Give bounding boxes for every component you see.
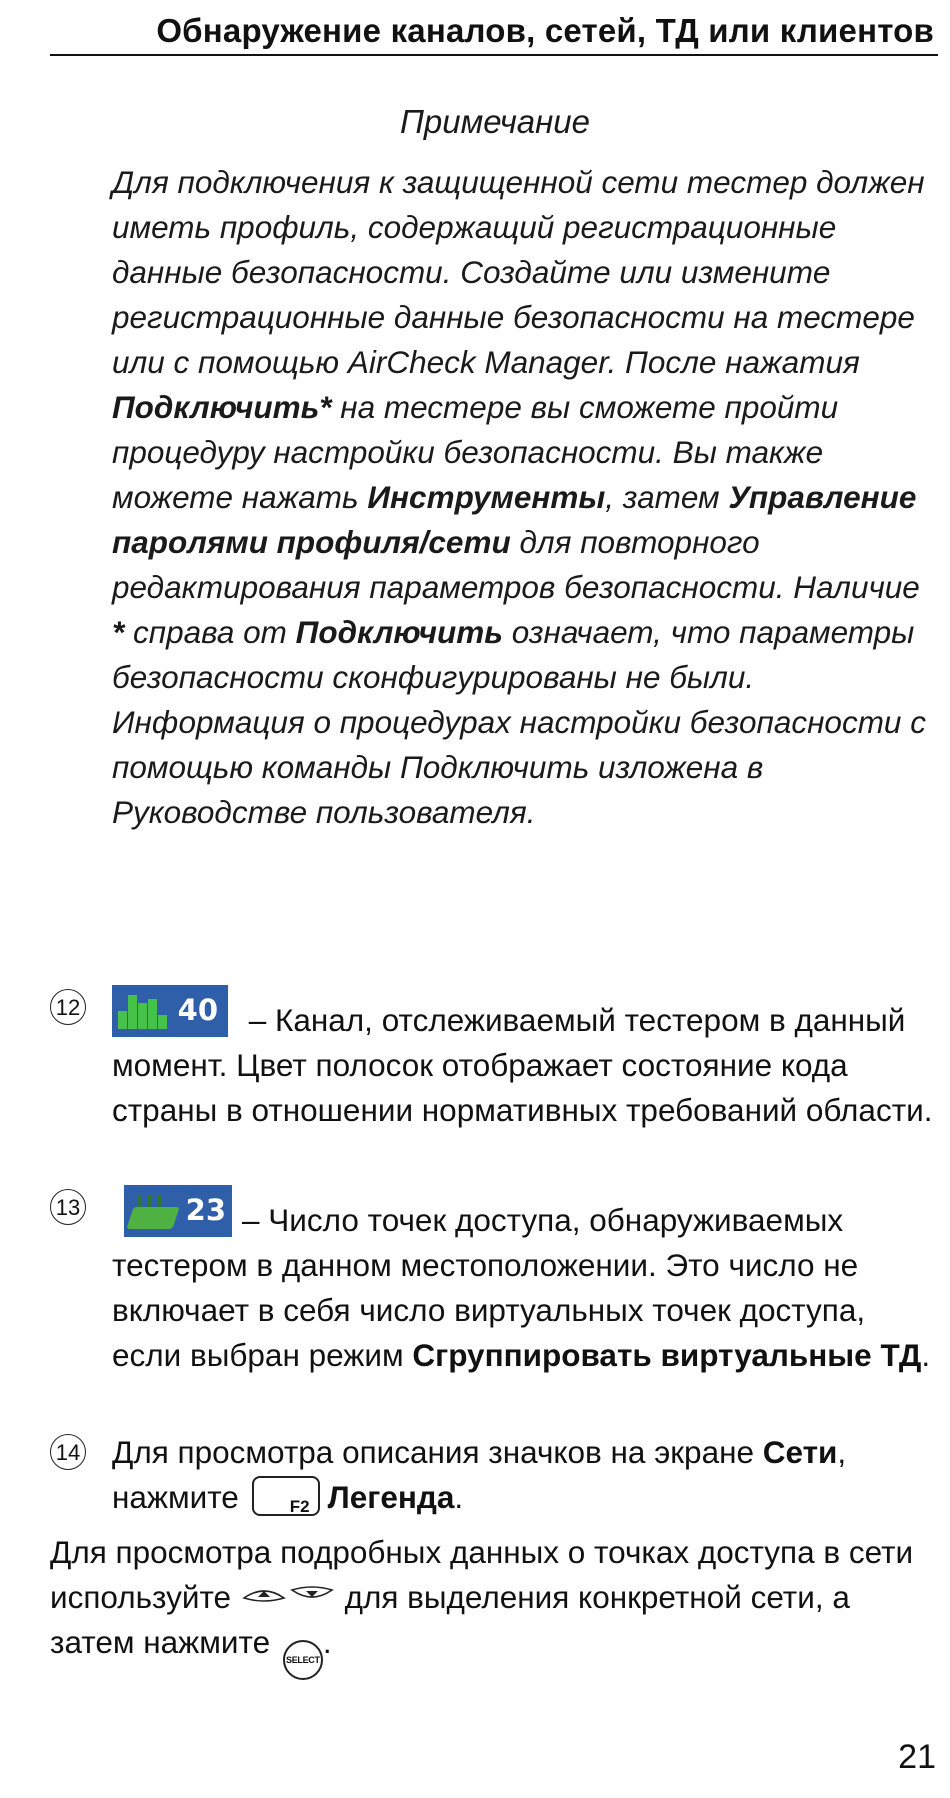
access-point-count: 23 <box>185 1193 226 1227</box>
channel-bars-icon <box>112 985 228 1037</box>
item-number-badge: 12 <box>50 989 86 1025</box>
antenna <box>148 1195 151 1207</box>
note-text: на тестере вы сможете пройти процедуру настройки безопасности. Вы также можете нажать <box>112 389 839 515</box>
note-bold-asterisk: * <box>112 614 125 650</box>
note-bold-connect: Подключить <box>295 614 503 650</box>
item-number-badge: 13 <box>50 1189 86 1225</box>
item-description: . <box>921 1337 931 1373</box>
note-bold-password-management: Управление паролями профиля/сети <box>112 479 917 560</box>
antenna <box>158 1195 161 1207</box>
item-text <box>112 985 942 1133</box>
item-bold-group-virtual: Сгруппировать виртуальные ТД <box>412 1337 922 1373</box>
access-point-body <box>126 1207 179 1229</box>
note-text: Для подключения к защищенной сети тестер должен иметь профиль, содержащий регистрационные данные безопасности. Создайте или измените регистрационные данные безопасности на тестере или с помощью AirCheck Manager. После нажатия <box>112 164 925 380</box>
closing-text: . <box>322 1624 332 1660</box>
item-description: , нажмите <box>112 1434 847 1515</box>
note-bold-connect-star: Подключить* <box>112 389 332 425</box>
note-text: справа от <box>124 614 296 650</box>
note-text: означает, что параметры безопасности сконфигурированы не были. Информация о процедурах настройки безопасности с помощью команды Подключить изложена в Руководстве пользователя. <box>112 614 926 830</box>
select-button-icon: SELECT <box>283 1640 323 1680</box>
antenna <box>138 1195 141 1207</box>
up-arrow-key-icon <box>242 1582 286 1606</box>
note-text: , затем <box>605 479 729 515</box>
note-body <box>112 160 938 835</box>
item-text <box>112 1185 942 1378</box>
item-description: Для просмотра описания значков на экране <box>112 1434 763 1470</box>
item-description: – Число точек доступа, обнаруживаемых тестером в данном местоположении. Это число не включает в себя число виртуальных точек доступа, если выбран режим <box>112 1202 866 1373</box>
access-point-icon <box>124 1185 232 1237</box>
note-title: Примечание <box>399 103 591 140</box>
item-bold-networks: Сети <box>762 1434 838 1470</box>
channel-bar <box>118 1011 127 1029</box>
item-bold-legend: Легенда <box>327 1479 455 1515</box>
channel-bar <box>148 999 157 1029</box>
channel-bar <box>138 1003 147 1029</box>
page-number: 21 <box>898 1738 936 1776</box>
running-header <box>50 8 938 56</box>
item-text <box>112 1430 942 1520</box>
channel-number: 40 <box>177 993 218 1027</box>
closing-paragraph <box>50 1530 940 1680</box>
item-number-badge: 14 <box>50 1434 86 1470</box>
f2-key-icon <box>252 1476 320 1516</box>
down-arrow-key-icon <box>290 1582 334 1606</box>
key-label: F2 <box>289 1497 310 1516</box>
closing-text: Для просмотра подробных данных о точках доступа в сети используйте <box>50 1534 914 1615</box>
item-description: . <box>454 1479 464 1515</box>
page-title: Обнаружение каналов, сетей, ТД или клиентов <box>156 12 934 49</box>
note-bold-tools: Инструменты <box>367 479 606 515</box>
channel-bar <box>158 1015 167 1029</box>
channel-bar <box>128 995 137 1029</box>
closing-text: для выделения конкретной сети, а затем нажмите <box>50 1579 850 1660</box>
item-description: – Канал, отслеживаемый тестером в данный момент. Цвет полосок отображает состояние кода страны в отношении нормативных требований области. <box>112 1002 933 1128</box>
note-text: для повторного редактирования параметров безопасности. Наличие <box>112 524 920 605</box>
